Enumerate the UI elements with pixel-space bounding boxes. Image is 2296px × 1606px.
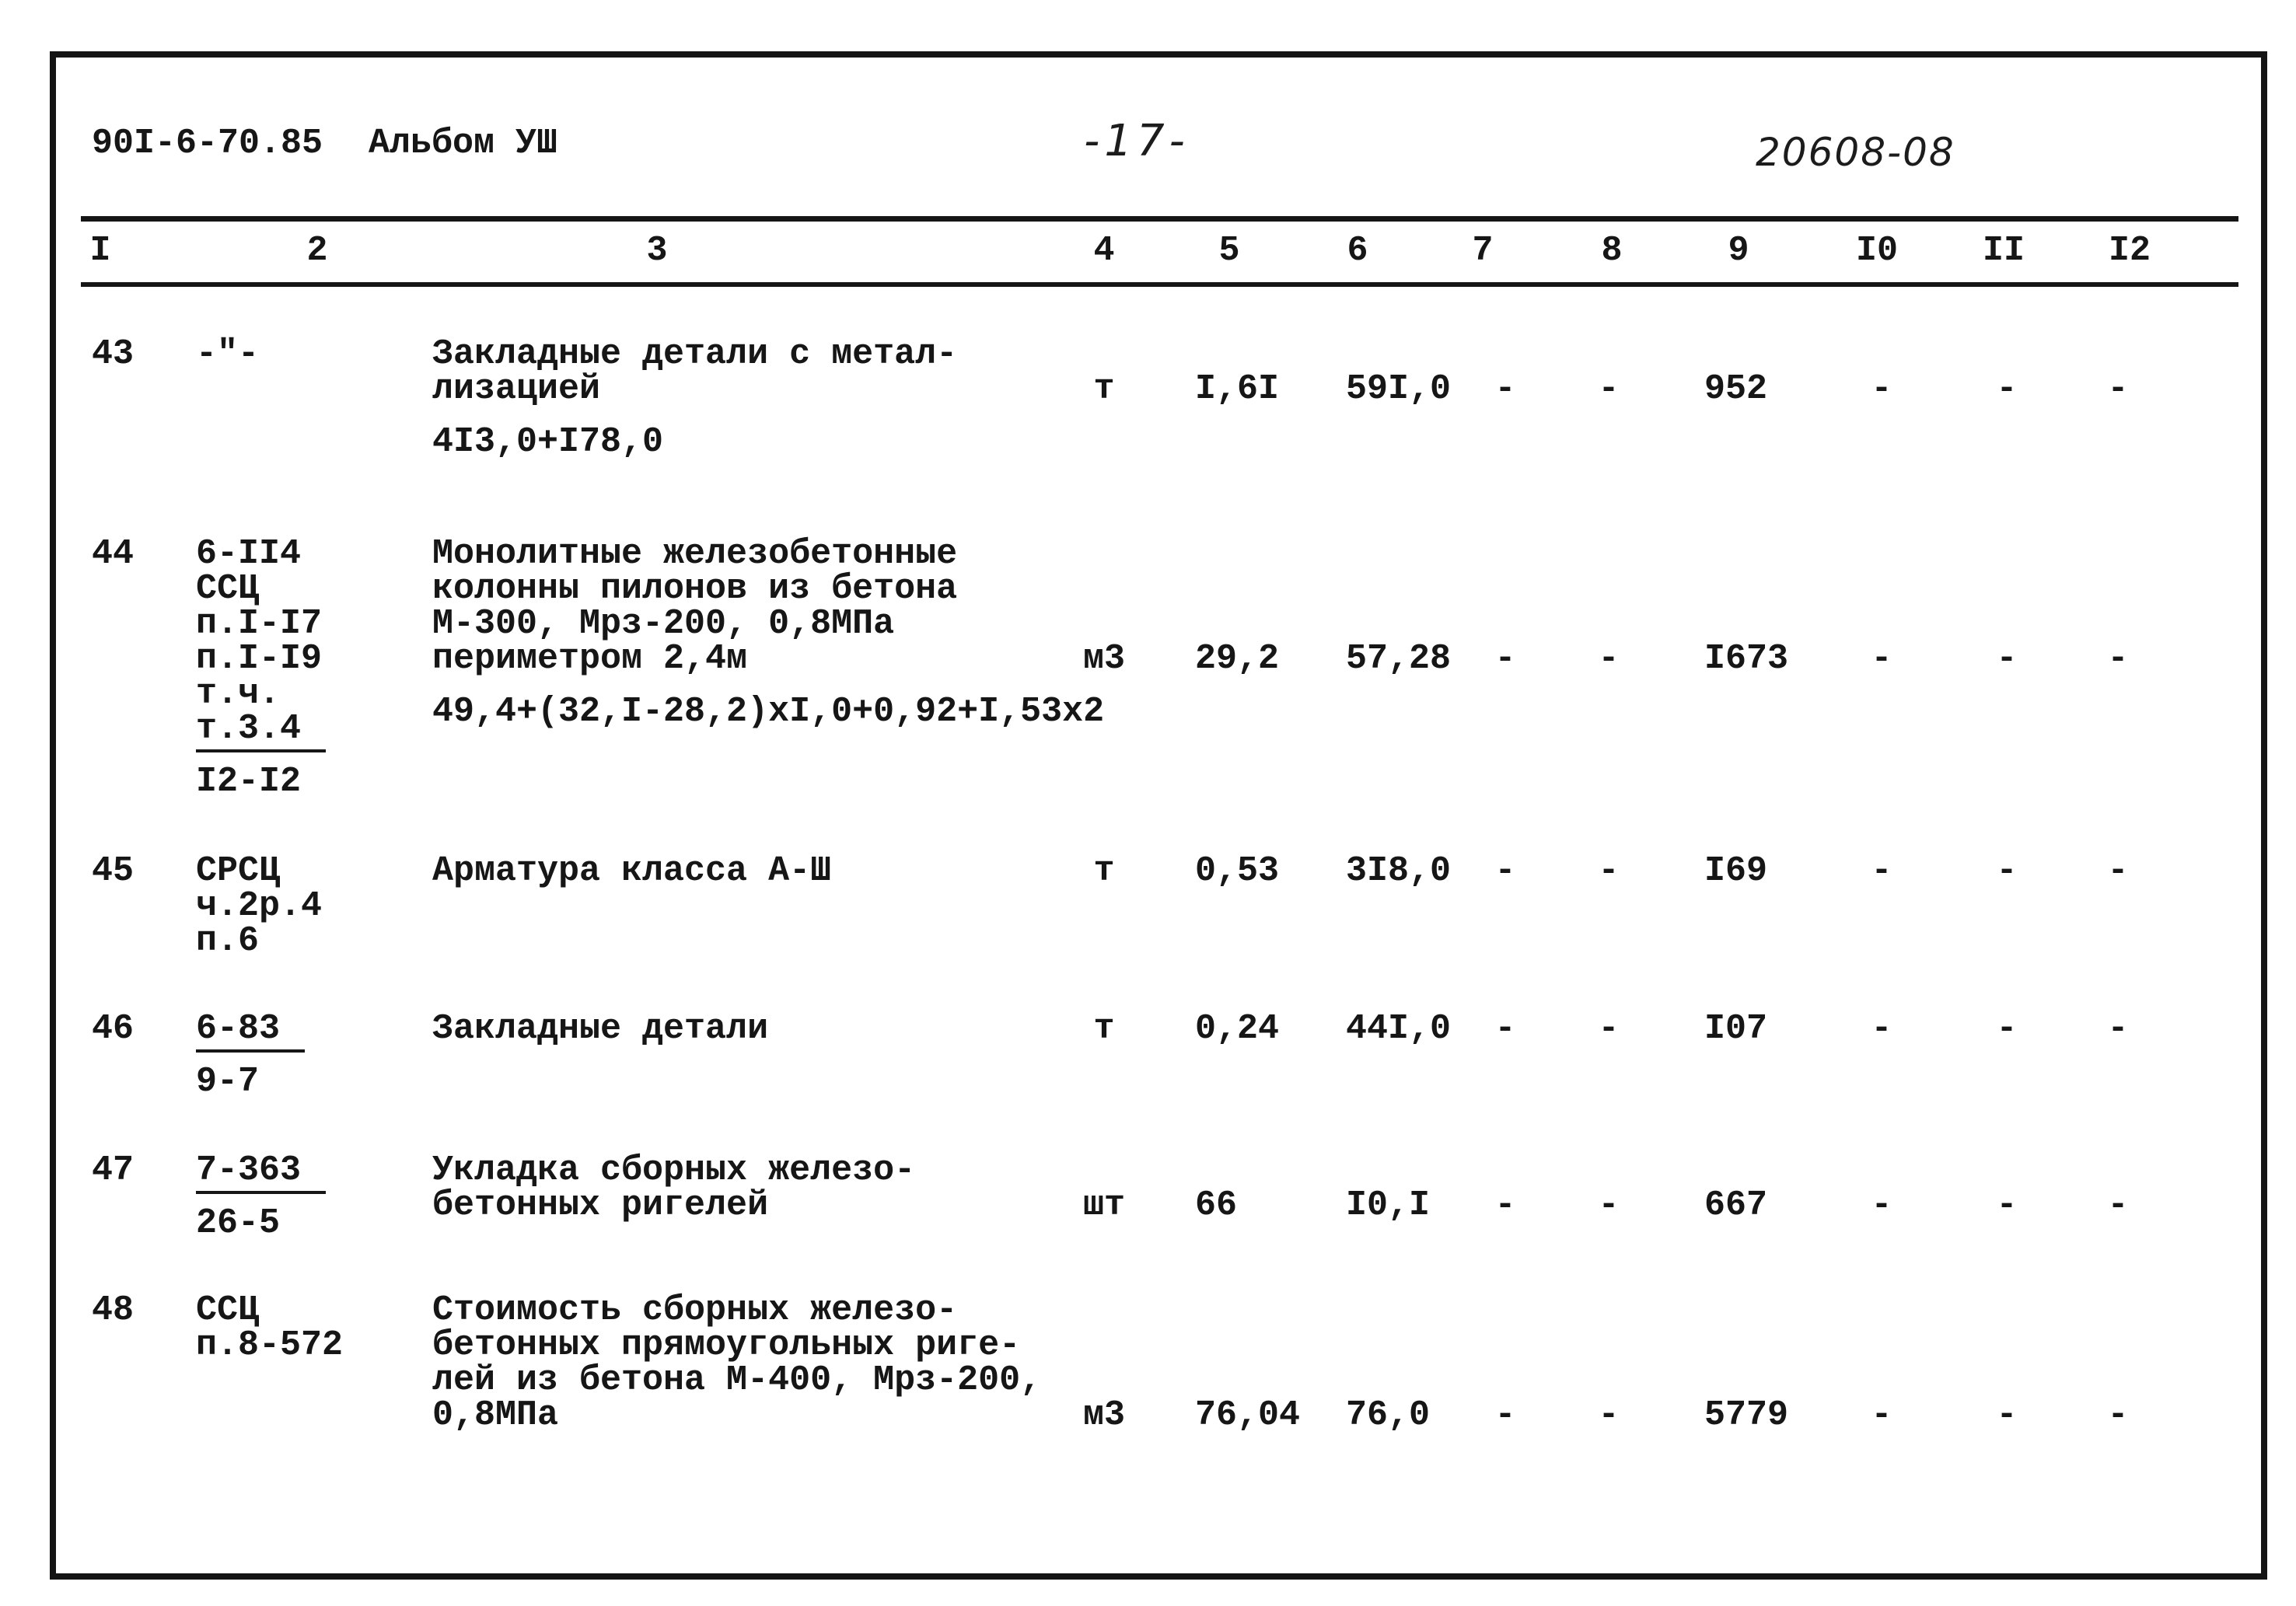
quantity: 29,2 <box>1195 638 1280 679</box>
reference-line: п.8-572 <box>196 1325 344 1365</box>
description-line: лизацией <box>432 368 601 409</box>
column-header: 8 <box>1601 231 1623 271</box>
column-header: I0 <box>1855 231 1899 271</box>
unit: шт <box>1082 1185 1126 1225</box>
column-11-value: - <box>1996 850 2018 891</box>
unit-price: 76,0 <box>1346 1395 1431 1435</box>
reference-line: 7-363 <box>196 1150 302 1190</box>
description-line: Закладные детали <box>432 1008 769 1049</box>
column-header: 3 <box>646 231 668 271</box>
column-11-value: - <box>1996 368 2018 409</box>
ditto-mark: -"- <box>196 333 260 374</box>
description-line: Монолитные железобетонные <box>432 533 958 574</box>
column-12-value: - <box>2107 638 2129 679</box>
unit: т <box>1093 850 1115 891</box>
unit-price: 59I,0 <box>1346 368 1452 409</box>
description-line: 0,8МПа <box>432 1395 559 1435</box>
document-code: 90I-6-70.85 <box>92 124 323 163</box>
reference-denominator: I2-I2 <box>196 761 302 801</box>
reference-line: 6-83 <box>196 1008 281 1049</box>
total-cost: 5779 <box>1704 1395 1789 1435</box>
unit: м3 <box>1082 1395 1126 1435</box>
fraction-line <box>196 749 326 752</box>
reference-line: п.I-I9 <box>196 638 323 679</box>
unit: т <box>1093 368 1115 409</box>
description-line: Стоимость сборных железо- <box>432 1290 958 1330</box>
row-number: 47 <box>92 1150 135 1190</box>
total-cost: 952 <box>1704 368 1768 409</box>
unit-price: 44I,0 <box>1346 1008 1452 1049</box>
column-header: 4 <box>1093 231 1115 271</box>
description-line: периметром 2,4м <box>432 638 748 679</box>
column-11-value: - <box>1996 1395 2018 1435</box>
column-header: II <box>1982 231 2025 271</box>
row-number: 43 <box>92 333 135 374</box>
reference-line: т.ч. <box>196 673 281 714</box>
reference-line: ч.2р.4 <box>196 885 323 926</box>
reference-line: ССЦ <box>196 1290 260 1330</box>
column-header: 5 <box>1218 231 1240 271</box>
description-line: бетонных прямоугольных риге- <box>432 1325 1021 1365</box>
unit-price: I0,I <box>1346 1185 1431 1225</box>
unit: м3 <box>1082 638 1126 679</box>
column-8-value: - <box>1598 1185 1620 1225</box>
description-line: колонны пилонов из бетона <box>432 568 958 609</box>
header-top-rule <box>81 216 2238 222</box>
fraction-line <box>196 1191 326 1194</box>
column-12-value: - <box>2107 850 2129 891</box>
column-12-value: - <box>2107 1008 2129 1049</box>
column-8-value: - <box>1598 1008 1620 1049</box>
reference-denominator: 26-5 <box>196 1203 281 1243</box>
description-line: лей из бетона М-400, Мрз-200, <box>432 1360 1042 1400</box>
calculation-formula: 49,4+(32,I-28,2)xI,0+0,92+I,53x2 <box>432 691 1105 731</box>
page-number: -17- <box>1084 116 1190 166</box>
description-line: бетонных ригелей <box>432 1185 769 1225</box>
row-number: 46 <box>92 1008 135 1049</box>
quantity: 66 <box>1195 1185 1238 1225</box>
calculation-formula: 4I3,0+I78,0 <box>432 421 664 462</box>
reference-line: п.I-I7 <box>196 603 323 644</box>
column-7-value: - <box>1494 1008 1516 1049</box>
column-header: 6 <box>1347 231 1368 271</box>
column-7-value: - <box>1494 1185 1516 1225</box>
quantity: 0,53 <box>1195 850 1280 891</box>
column-11-value: - <box>1996 1008 2018 1049</box>
reference-line: 6-II4 <box>196 533 302 574</box>
column-8-value: - <box>1598 638 1620 679</box>
unit-price: 57,28 <box>1346 638 1452 679</box>
column-7-value: - <box>1494 1395 1516 1435</box>
album-label: Альбом УШ <box>369 124 558 163</box>
column-11-value: - <box>1996 638 2018 679</box>
column-10-value: - <box>1871 850 1892 891</box>
fraction-line <box>196 1049 305 1053</box>
reference-line: п.6 <box>196 920 260 961</box>
row-number: 45 <box>92 850 135 891</box>
quantity: 76,04 <box>1195 1395 1301 1435</box>
unit-price: 3I8,0 <box>1346 850 1452 891</box>
quantity: I,6I <box>1195 368 1280 409</box>
column-12-value: - <box>2107 1185 2129 1225</box>
project-number: 20608-08 <box>1756 130 1955 175</box>
description-line: Укладка сборных железо- <box>432 1150 916 1190</box>
reference-line: ССЦ <box>196 568 260 609</box>
column-8-value: - <box>1598 1395 1620 1435</box>
column-header: 9 <box>1728 231 1749 271</box>
column-12-value: - <box>2107 1395 2129 1435</box>
reference-line: т.3.4 <box>196 708 302 749</box>
total-cost: I07 <box>1704 1008 1768 1049</box>
total-cost: I69 <box>1704 850 1768 891</box>
column-7-value: - <box>1494 850 1516 891</box>
description-line: М-300, Мрз-200, 0,8МПа <box>432 603 895 644</box>
unit: т <box>1093 1008 1115 1049</box>
column-10-value: - <box>1871 1008 1892 1049</box>
column-10-value: - <box>1871 1185 1892 1225</box>
header-bottom-rule <box>81 282 2238 287</box>
total-cost: 667 <box>1704 1185 1768 1225</box>
column-10-value: - <box>1871 368 1892 409</box>
description-line: Закладные детали с метал- <box>432 333 958 374</box>
quantity: 0,24 <box>1195 1008 1280 1049</box>
description-line: Арматура класса А-Ш <box>432 850 832 891</box>
page-frame <box>50 51 2267 1580</box>
column-8-value: - <box>1598 368 1620 409</box>
total-cost: I673 <box>1704 638 1789 679</box>
column-header: 2 <box>306 231 328 271</box>
column-12-value: - <box>2107 368 2129 409</box>
column-header: 7 <box>1472 231 1494 271</box>
column-10-value: - <box>1871 1395 1892 1435</box>
column-7-value: - <box>1494 638 1516 679</box>
row-number: 44 <box>92 533 135 574</box>
row-number: 48 <box>92 1290 135 1330</box>
column-7-value: - <box>1494 368 1516 409</box>
column-10-value: - <box>1871 638 1892 679</box>
reference-denominator: 9-7 <box>196 1061 260 1102</box>
column-8-value: - <box>1598 850 1620 891</box>
reference-line: СРСЦ <box>196 850 281 891</box>
column-header: I <box>89 231 111 271</box>
column-11-value: - <box>1996 1185 2018 1225</box>
column-header: I2 <box>2108 231 2151 271</box>
